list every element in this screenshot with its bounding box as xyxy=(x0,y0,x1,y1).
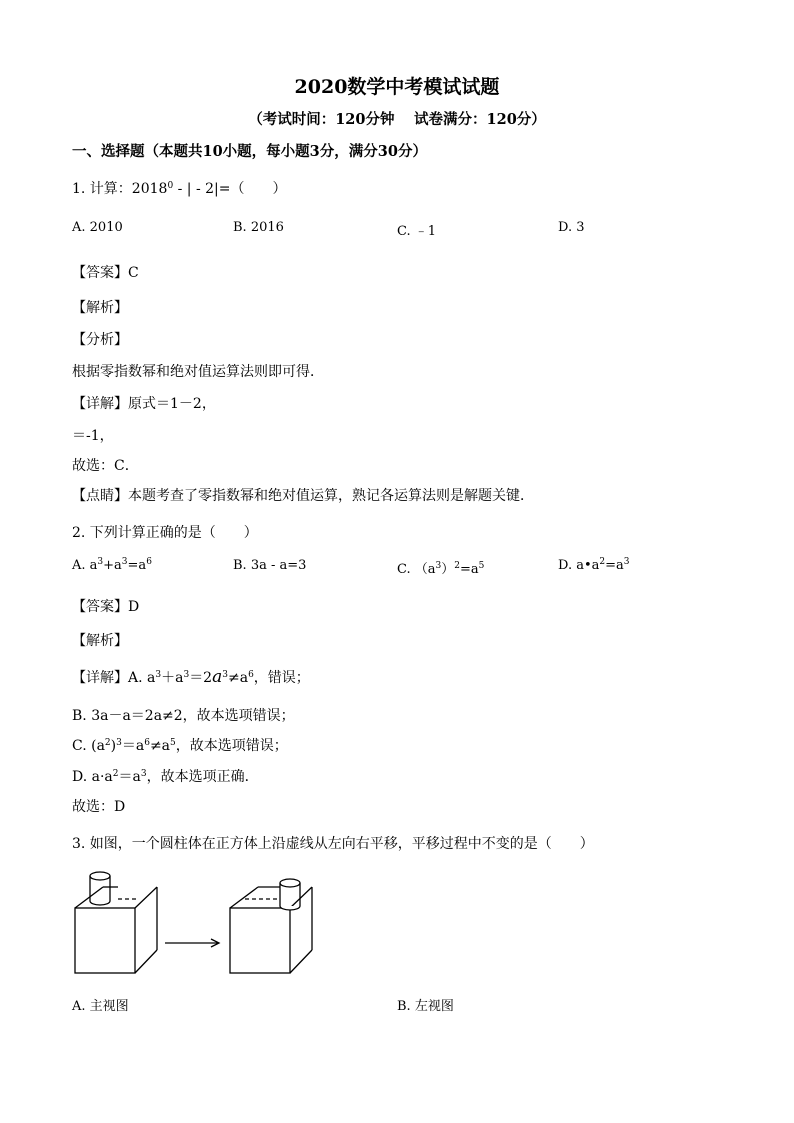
q1-stem-exponent: 0 xyxy=(167,181,174,191)
q2-option-a: A. $a^3+a^3=a^6$ xyxy=(72,557,152,573)
arrow-right-icon xyxy=(165,939,219,947)
left-cube xyxy=(75,887,157,973)
q2-option-c: C. $(a^3)^2=a^5$ xyxy=(397,561,485,577)
right-cylinder xyxy=(280,879,300,910)
q1-analysis-heading: 【解析】 xyxy=(72,300,128,316)
q1-option-b: B. 2016 xyxy=(233,220,284,235)
q3-stem: 3. 如图，一个圆柱体在正方体上沿虚线从左向右平移，平移过程中不变的是（ ） xyxy=(72,836,594,852)
q1-option-d: D. 3 xyxy=(558,220,585,235)
q1-stem-text: 1. 计算：2018 xyxy=(72,181,168,197)
q1-detail: 【详解】原式＝1－2， xyxy=(72,396,216,412)
q2-option-b: B. 3a - a=3 xyxy=(233,558,307,573)
q1-stem-text-end: - | - 2|=（ ） xyxy=(173,181,287,197)
page-title: 2020数学中考模试试题 xyxy=(294,76,500,98)
q1-comment: 【点睛】本题考查了零指数幂和绝对值运算，熟记各运算法则是解题关键． xyxy=(72,488,534,504)
q1-option-a: A. 2010 xyxy=(72,220,123,235)
q2-stem: 2. 下列计算正确的是（ ） xyxy=(72,525,258,541)
q1-step: ＝-1， xyxy=(72,428,114,444)
q2-detail-d: D. $a\cdot a^2=a^3$，故本选项正确． xyxy=(72,769,259,785)
q1-option-c: C. ﹣1 xyxy=(397,224,437,239)
exam-info: （考试时间：120分钟 试卷满分：120分） xyxy=(248,111,546,128)
q1-stem xyxy=(72,178,287,198)
q3-option-a: A. 主视图 xyxy=(72,999,129,1014)
q3-figure xyxy=(70,865,330,980)
q1-fenxi: 根据零指数幂和绝对值运算法则即可得． xyxy=(72,364,324,380)
q3-option-b: B. 左视图 xyxy=(397,999,454,1014)
q2-detail-b: B. 3a－a＝2a≠2，故本选项错误； xyxy=(72,708,295,724)
q1-answer: 【答案】C xyxy=(72,265,139,281)
q2-analysis-heading: 【解析】 xyxy=(72,633,128,649)
section-heading: 一、选择题（本题共10小题，每小题3分，满分30分） xyxy=(72,143,427,160)
q2-option-d: D. $a•a^2=a^3$ xyxy=(558,557,630,573)
q2-choose: 故选：D xyxy=(72,799,126,815)
q1-choose: 故选：C． xyxy=(72,458,139,474)
q1-fenxi-heading: 【分析】 xyxy=(72,332,128,348)
q2-detail-c: C. $(a^2)^3=a^6\ne a^5$，故本选项错误； xyxy=(72,738,288,754)
q2-detail-a: 【详解】A. $a^3+a^3=2a^3\ne a^6$，错误； xyxy=(72,667,310,687)
q2-answer: 【答案】D xyxy=(72,599,140,615)
